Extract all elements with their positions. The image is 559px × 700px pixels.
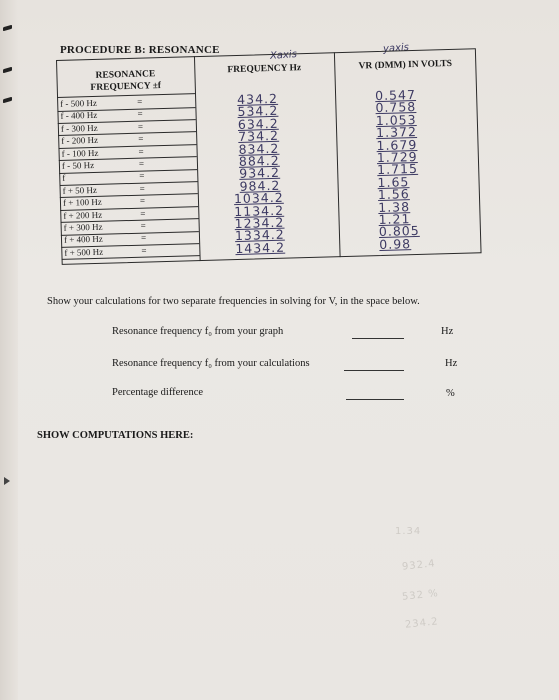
percentage-difference-blank[interactable] — [346, 399, 404, 400]
row-equals: = — [140, 220, 146, 231]
header-resonance: RESONANCE — [95, 69, 156, 81]
row-equals: = — [138, 146, 144, 157]
graph-frequency-label: Resonance frequency f₀ from your graph — [112, 326, 284, 337]
row-label — [62, 195, 146, 209]
frequency-value: 434.2 — [236, 90, 279, 107]
voltage-value: 1.053 — [375, 111, 417, 128]
row-label — [64, 245, 147, 258]
percentage-difference-label: Percentage difference — [112, 387, 204, 398]
instructions-text: Show your calculations for two separate frequencies in solving for V, in the space below. — [47, 296, 420, 307]
show-computations-heading: SHOW COMPUTATIONS HERE: — [37, 430, 194, 441]
row-label-text: f - 200 Hz — [61, 135, 99, 147]
voltage-value: 0.98 — [379, 235, 412, 252]
voltage-value: 1.372 — [375, 124, 418, 141]
bleed-through-text: 234.2 — [404, 616, 440, 631]
frequency-value: 834.2 — [238, 140, 280, 157]
page-left-edge — [0, 0, 18, 700]
row-equals: = — [139, 195, 146, 206]
row-label-text: f - 300 Hz — [60, 122, 98, 134]
frequency-value: 534.2 — [237, 103, 279, 120]
frequency-value: 1334.2 — [234, 227, 285, 244]
row-label-text: f + 50 Hz — [62, 184, 98, 196]
frequency-value: 634.2 — [237, 115, 279, 132]
row-label-text: f - 400 Hz — [60, 110, 98, 122]
row-label — [61, 158, 145, 171]
graph-frequency-unit: Hz — [441, 326, 454, 337]
row-label — [63, 232, 147, 246]
row-equals: = — [139, 183, 145, 194]
row-equals: = — [140, 208, 146, 219]
row-label-text: f - 50 Hz — [61, 159, 95, 171]
calc-frequency-blank[interactable] — [344, 370, 404, 371]
bleed-through-text: 532 % — [401, 588, 440, 603]
row-label-text: f + 500 Hz — [64, 246, 104, 258]
row-label — [61, 146, 144, 159]
voltage-value: 0.805 — [378, 223, 420, 240]
edge-mark-icon — [4, 477, 10, 485]
resonance-data-table — [56, 48, 482, 265]
voltage-value: 1.679 — [376, 136, 418, 153]
row-label-text: f + 100 Hz — [62, 196, 102, 209]
row-equals: = — [137, 108, 143, 120]
row-equals: = — [140, 232, 147, 244]
frequency-value: 1034.2 — [233, 189, 284, 207]
graph-frequency-blank[interactable] — [352, 338, 404, 339]
voltage-value: 1.65 — [377, 173, 410, 190]
frequency-value: 734.2 — [238, 127, 280, 145]
row-label — [62, 170, 145, 184]
percentage-difference-unit: % — [446, 388, 455, 399]
row-label-text: f + 300 Hz — [63, 221, 103, 233]
bleed-through-text: 932.4 — [401, 558, 437, 573]
row-equals: = — [139, 170, 145, 182]
handwritten-yaxis-note: yaxis — [382, 42, 410, 55]
row-label-text: f + 200 Hz — [63, 209, 103, 221]
frequency-value: 884.2 — [238, 152, 280, 169]
frequency-value: 1434.2 — [235, 239, 286, 256]
voltage-value: 0.547 — [374, 86, 417, 104]
header-frequency-pm: FREQUENCY ±f — [90, 81, 162, 94]
voltage-value: 1.21 — [378, 211, 411, 228]
handwritten-xaxis-note: Xaxis — [269, 49, 298, 62]
header-frequency-hz: FREQUENCY Hz — [227, 63, 302, 76]
voltage-value: 0.758 — [375, 99, 417, 116]
header-vr-volts: VR (DMM) IN VOLTS — [358, 58, 453, 72]
row-equals: = — [138, 133, 144, 144]
frequency-value: 984.2 — [239, 177, 281, 194]
row-label — [62, 183, 145, 196]
calc-frequency-unit: Hz — [445, 358, 458, 369]
row-equals: = — [141, 245, 147, 256]
calc-frequency-label: Resonance frequency f₀ from your calculations — [112, 358, 310, 369]
voltage-value: 1.729 — [376, 148, 418, 166]
procedure-title: PROCEDURE B: RESONANCE — [60, 44, 220, 56]
row-label-text: f + 400 Hz — [63, 234, 103, 246]
row-label — [61, 133, 144, 147]
row-label — [60, 121, 144, 134]
row-label — [63, 220, 146, 233]
voltage-value: 1.38 — [378, 198, 411, 215]
frequency-value: 1234.2 — [234, 214, 285, 232]
row-equals: = — [138, 158, 145, 169]
bleed-through-text: 1.34 — [395, 526, 422, 537]
voltage-value: 1.56 — [377, 186, 410, 203]
row-label — [60, 96, 143, 109]
voltage-value: 1.715 — [376, 161, 419, 178]
row-label — [63, 208, 146, 221]
row-equals: = — [137, 121, 144, 132]
frequency-value: 934.2 — [239, 165, 281, 182]
row-label — [60, 108, 143, 122]
row-equals: = — [137, 96, 143, 107]
row-label-text: f — [62, 173, 66, 184]
row-label-text: f - 100 Hz — [61, 147, 99, 159]
row-label-text: f - 500 Hz — [60, 97, 98, 109]
frequency-value: 1134.2 — [234, 202, 285, 219]
